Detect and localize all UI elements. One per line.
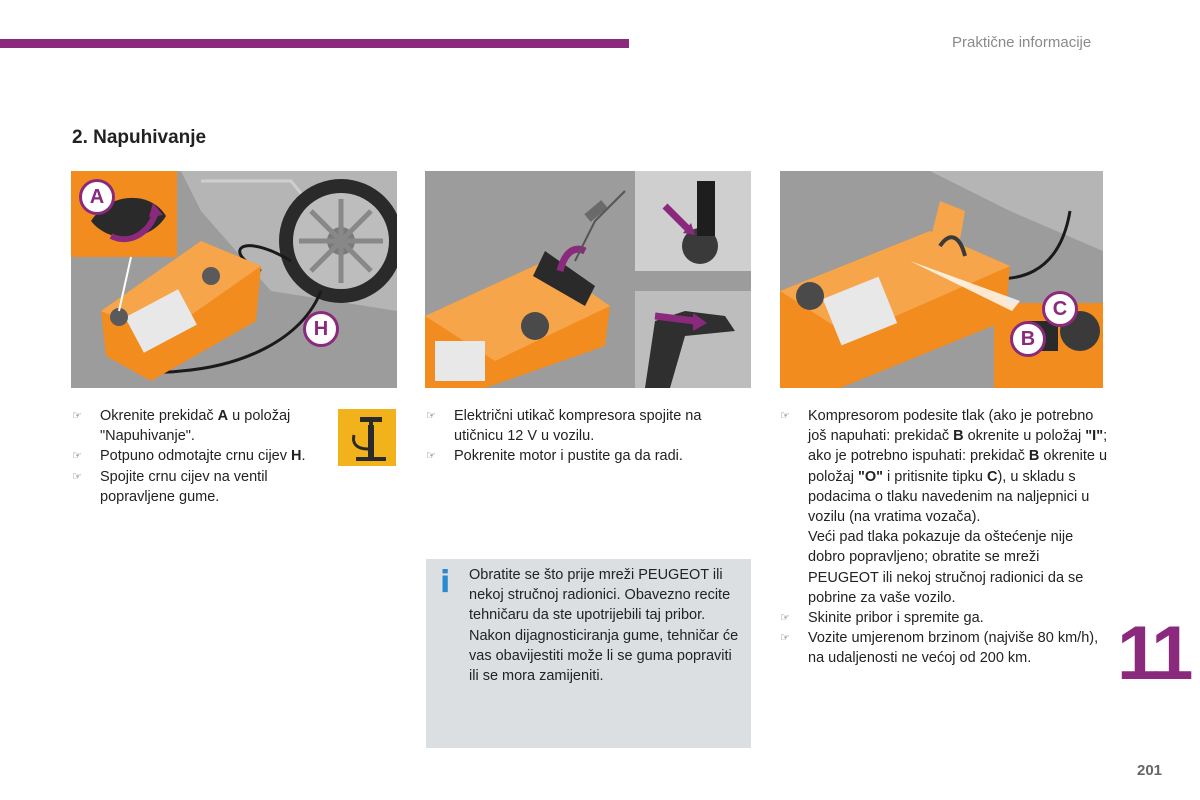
info-text: Obratite se što prije mreži PEUGEOT ili nekoj stručnoj radionici. Obavezno recite tehničaru da ste upotrijebili taj pribor. Nakon dijagnosticiranja gume, tehničar će vas obavijestiti može li se guma popraviti ili se mora zamijeniti. [469, 567, 739, 685]
header-accent-bar [0, 39, 629, 48]
figure-compressor-hose [71, 171, 397, 388]
list-item: ☞ Spojite crnu cijev na ventil popravljene gume. [72, 467, 332, 507]
list-item: ☞ Električni utikač kompresora spojite na utičnicu 12 V u vozilu. [426, 406, 726, 446]
chapter-number: 11 [1117, 611, 1190, 696]
list-item-continuation: Veći pad tlaka pokazuje da oštećenje nije dobro popravljeno; obratite se mreži PEUGEOT ili nekoj stručnoj radionici da se pobrine za vaše vozilo. [808, 529, 1084, 606]
list-item: ☞ Skinite pribor i spremite ga. [780, 608, 1110, 628]
tire-pump-icon [338, 409, 396, 466]
list-item: ☞ Kompresorom podesite tlak (ako je potrebno još napuhati: prekidač B okrenite u položaj "I"; ako je potrebno ispuhati: prekidač B okrenite u položaj "O" i pritisnite tipku C), u skladu s podacima o tlaku navedenim na naljepnici u vozilu (na vratima vozača). [780, 406, 1110, 527]
running-header: Praktične informacije [952, 34, 1092, 51]
info-box [426, 559, 751, 748]
instructions-column-3 [780, 406, 1110, 669]
figure-compressor-switches [780, 171, 1103, 388]
list-item: ☞ Okrenite prekidač A u položaj "Napuhivanje". [72, 406, 332, 446]
callout-a: A [79, 179, 115, 215]
page-number: 201 [1137, 762, 1163, 779]
callout-b: B [1010, 321, 1046, 357]
list-item: ☞ Potpuno odmotajte crnu cijev H. [72, 446, 332, 466]
list-item: ☞ Vozite umjerenom brzinom (najviše 80 km/h), na udaljenosti ne većoj od 200 km. [780, 628, 1110, 668]
instructions-column-2 [426, 406, 726, 467]
section-title: 2. Napuhivanje [72, 127, 207, 148]
figure-compressor-plug [425, 171, 751, 388]
callout-c: C [1042, 291, 1078, 327]
info-icon: i [440, 565, 451, 600]
instructions-column-1 [72, 406, 332, 507]
list-item: ☞ Pokrenite motor i pustite ga da radi. [426, 446, 726, 466]
callout-h: H [303, 311, 339, 347]
